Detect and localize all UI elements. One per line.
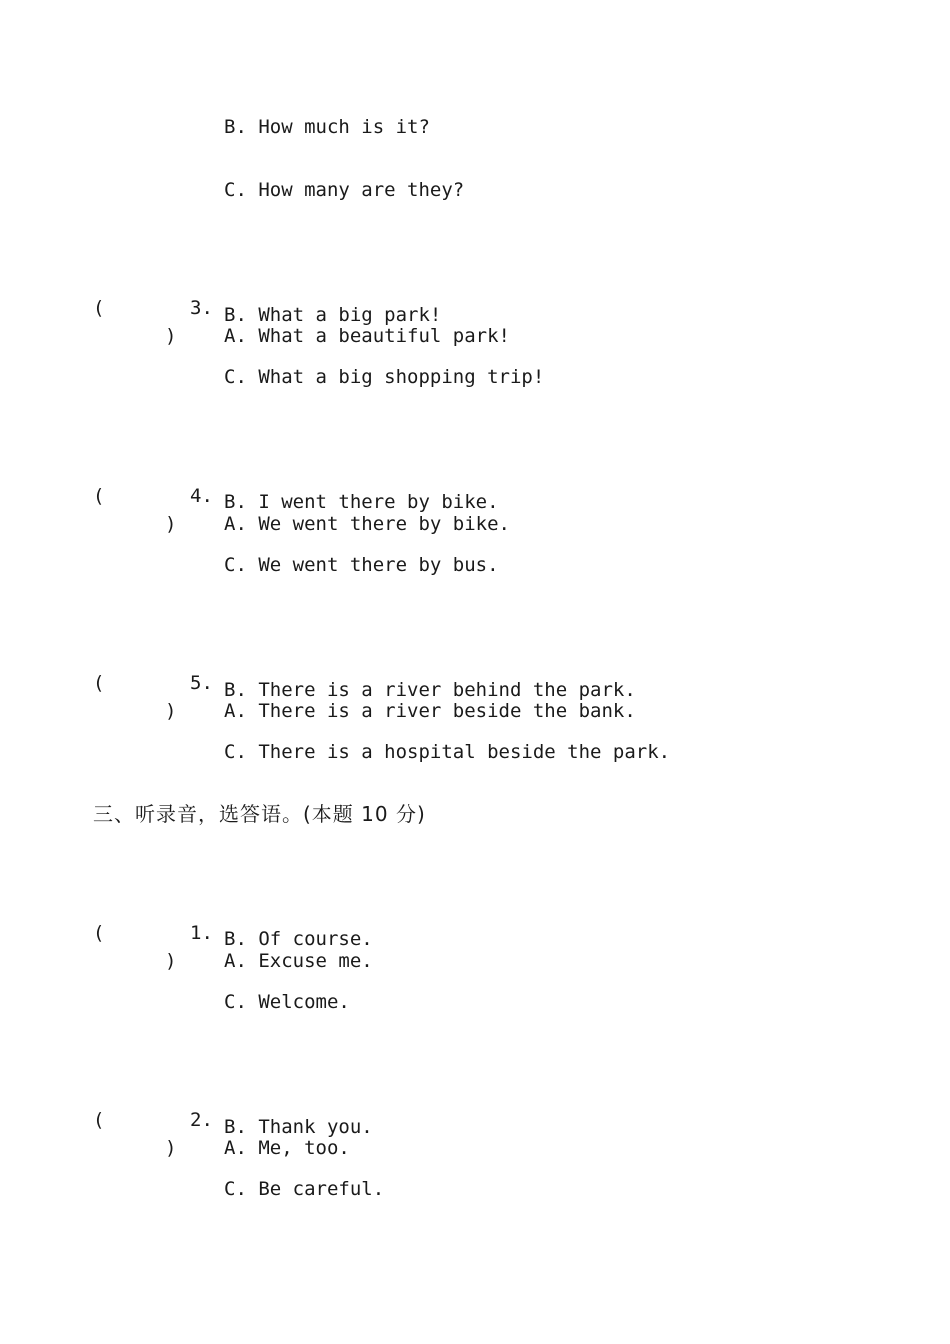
question-number: 2.	[190, 1109, 213, 1131]
answer-blank[interactable]	[93, 641, 188, 753]
answer-blank-open: (	[93, 297, 105, 319]
question-number: 4.	[190, 485, 213, 507]
s2-q4-option-c: C. We went there by bus.	[224, 554, 499, 576]
s2-q2-option-c: C. How many are they?	[224, 179, 465, 201]
s3-q1-option-a: A. Excuse me.	[224, 950, 373, 972]
answer-blank-open: (	[93, 922, 105, 944]
s3-q1-option-c: C. Welcome.	[224, 991, 350, 1013]
section-heading: 三、听录音，选答语。(本题 10 分)	[93, 802, 426, 826]
s2-q4-option-b: B. I went there by bike.	[224, 491, 499, 513]
s3-q1-option-b: B. Of course.	[224, 928, 373, 950]
s2-q3-option-a: A. What a beautiful park!	[224, 325, 510, 347]
question-number: 3.	[190, 297, 213, 319]
answer-blank-close: )	[165, 513, 177, 535]
s2-q3-option-c: C. What a big shopping trip!	[224, 366, 545, 388]
question-number: 1.	[190, 922, 213, 944]
answer-blank-close: )	[165, 1137, 177, 1159]
answer-blank-open: (	[93, 485, 105, 507]
s2-q2-option-b: B. How much is it?	[224, 116, 430, 138]
s2-q5-option-b: B. There is a river behind the park.	[224, 679, 636, 701]
question-number: 5.	[190, 672, 213, 694]
answer-blank[interactable]	[93, 891, 188, 1003]
s2-q4-option-a: A. We went there by bike.	[224, 513, 510, 535]
answer-blank-close: )	[165, 325, 177, 347]
s3-q2-option-a: A. Me, too.	[224, 1137, 350, 1159]
s2-q3-option-b: B. What a big park!	[224, 304, 442, 326]
s3-q2-option-b: B. Thank you.	[224, 1116, 373, 1138]
answer-blank-close: )	[165, 700, 177, 722]
answer-blank[interactable]	[93, 266, 188, 378]
answer-blank-close: )	[165, 950, 177, 972]
answer-blank[interactable]	[93, 1078, 188, 1190]
answer-blank-open: (	[93, 1109, 105, 1131]
answer-blank-open: (	[93, 672, 105, 694]
s3-q2-option-c: C. Be careful.	[224, 1178, 385, 1200]
answer-blank[interactable]	[93, 454, 188, 566]
s2-q5-option-c: C. There is a hospital beside the park.	[224, 741, 671, 763]
s2-q5-option-a: A. There is a river beside the bank.	[224, 700, 636, 722]
